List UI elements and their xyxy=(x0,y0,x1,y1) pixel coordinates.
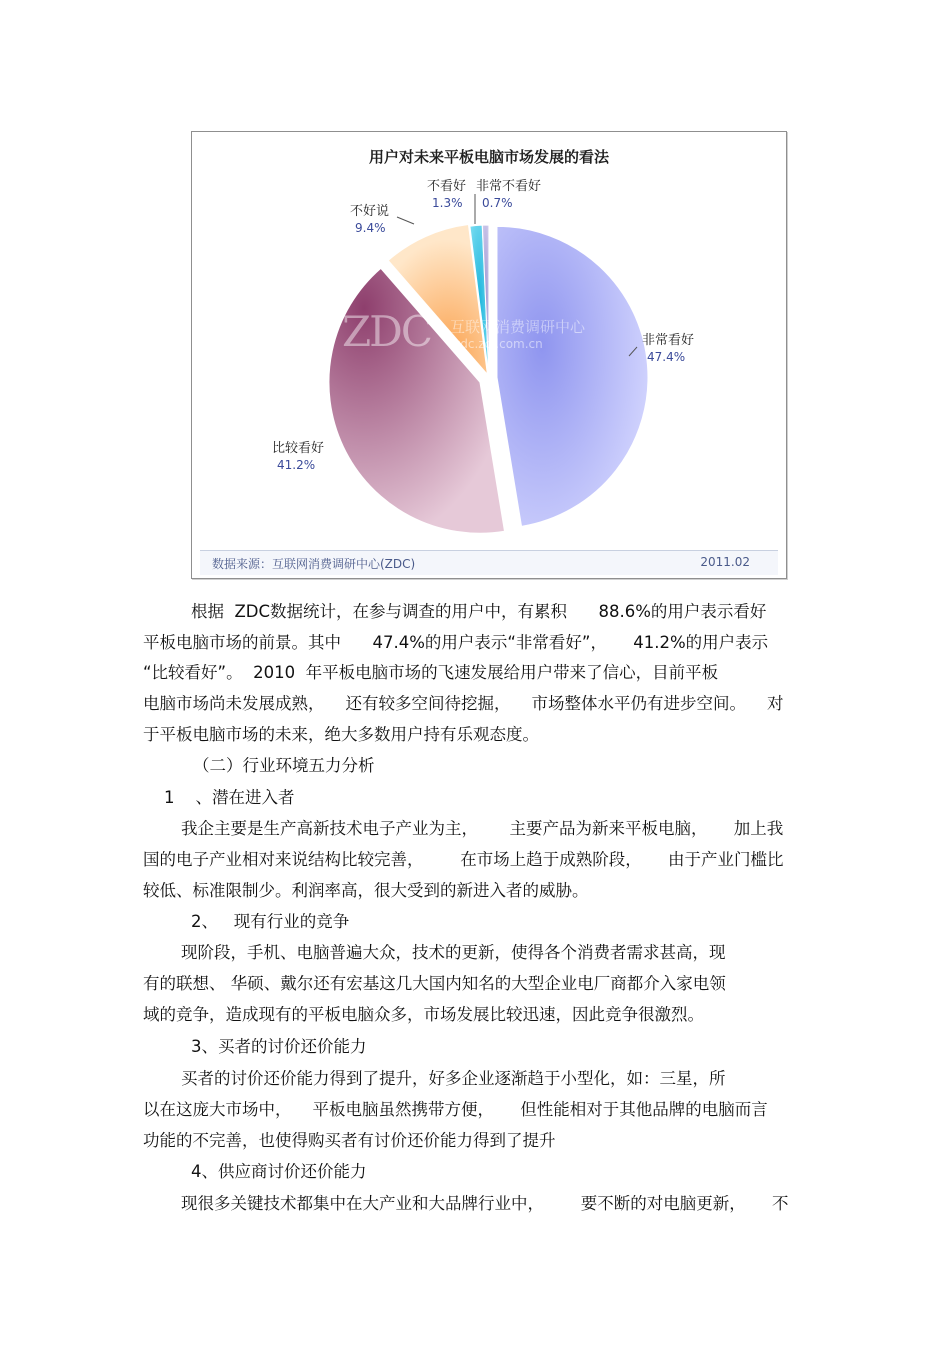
subsection-heading: 4、供应商讨价还价能力 xyxy=(191,1162,367,1181)
paragraph-line: 现阶段，手机、电脑普遍大众，技术的更新，使得各个消费者需求甚高，现 xyxy=(181,943,726,962)
slice-value-label: 1.3% xyxy=(432,196,463,210)
watermark-name: 互联网消费调研中心 xyxy=(450,318,586,336)
watermark-url: zdc.zol.com.cn xyxy=(454,337,543,351)
slice-value-label: 41.2% xyxy=(277,458,316,472)
paragraph-line: 我企主要是生产高新技术电子产业为主， 主要产品为新来平板电脑， 加上我 xyxy=(181,819,784,838)
pie-slice xyxy=(497,226,648,526)
paragraph-line: 根据 ZDC数据统计，在参与调查的用户中，有累积 88.6%的用户表示看好 xyxy=(191,602,767,621)
pie-chart-figure xyxy=(191,131,787,579)
chart-title: 用户对未来平板电脑市场发展的看法 xyxy=(368,148,609,166)
label-leader-line xyxy=(397,217,414,224)
section-heading: （二）行业环境五力分析 xyxy=(193,756,375,775)
paragraph-line: 以在这庞大市场中， 平板电脑虽然携带方便， 但性能相对于其他品牌的电脑而言 xyxy=(143,1100,768,1119)
paragraph-line: 于平板电脑市场的未来，绝大多数用户持有乐观态度。 xyxy=(143,725,539,744)
source-text: 数据来源：互联网消费调研中心(ZDC) xyxy=(212,557,416,571)
slice-label: 非常看好 xyxy=(642,333,695,348)
subsection-heading: 2、 现有行业的竞争 xyxy=(191,912,350,931)
paragraph-line: 较低、标准限制少。利润率高，很大受到的新进入者的威胁。 xyxy=(143,881,589,900)
paragraph-line: 买者的讨价还价能力得到了提升，好多企业逐渐趋于小型化，如：三星，所 xyxy=(181,1069,726,1088)
slice-label: 不好说 xyxy=(350,204,390,219)
subsection-heading: 3、买者的讨价还价能力 xyxy=(191,1037,367,1056)
watermark-logo: ZDC xyxy=(342,307,431,356)
paragraph-line: 有的联想、 华硕、戴尔还有宏基这几大国内知名的大型企业电厂商都介入家电领 xyxy=(143,974,726,993)
slice-value-label: 47.4% xyxy=(647,350,686,364)
source-bar xyxy=(200,550,778,575)
slice-value-label: 0.7% xyxy=(482,196,513,210)
paragraph-line: “比较看好”。 2010 年平板电脑市场的飞速发展给用户带来了信心，目前平板 xyxy=(143,663,719,682)
slice-label: 比较看好 xyxy=(272,441,325,456)
paragraph-line: 域的竞争，造成现有的平板电脑众多，市场发展比较迅速，因此竞争很激烈。 xyxy=(143,1005,704,1024)
subsection-heading: 1 、潜在进入者 xyxy=(164,788,295,807)
paragraph-line: 电脑市场尚未发展成熟， 还有较多空间待挖掘， 市场整体水平仍有进步空间。 对 xyxy=(143,694,784,713)
paragraph-line: 国的电子产业相对来说结构比较完善， 在市场上趋于成熟阶段， 由于产业门槛比 xyxy=(143,850,784,869)
source-date: 2011.02 xyxy=(700,555,750,569)
paragraph-line: 平板电脑市场的前景。其中 47.4%的用户表示“非常看好”， 41.2%的用户表示 xyxy=(143,633,769,652)
slice-label: 不看好 xyxy=(427,179,467,194)
slice-value-label: 9.4% xyxy=(355,221,386,235)
paragraph-line: 现很多关键技术都集中在大产业和大品牌行业中， 要不断的对电脑更新， 不 xyxy=(181,1194,789,1213)
paragraph-line: 功能的不完善，也使得购买者有讨价还价能力得到了提升 xyxy=(143,1131,556,1150)
pie-chart xyxy=(192,132,786,578)
slice-label: 非常不看好 xyxy=(476,179,542,194)
